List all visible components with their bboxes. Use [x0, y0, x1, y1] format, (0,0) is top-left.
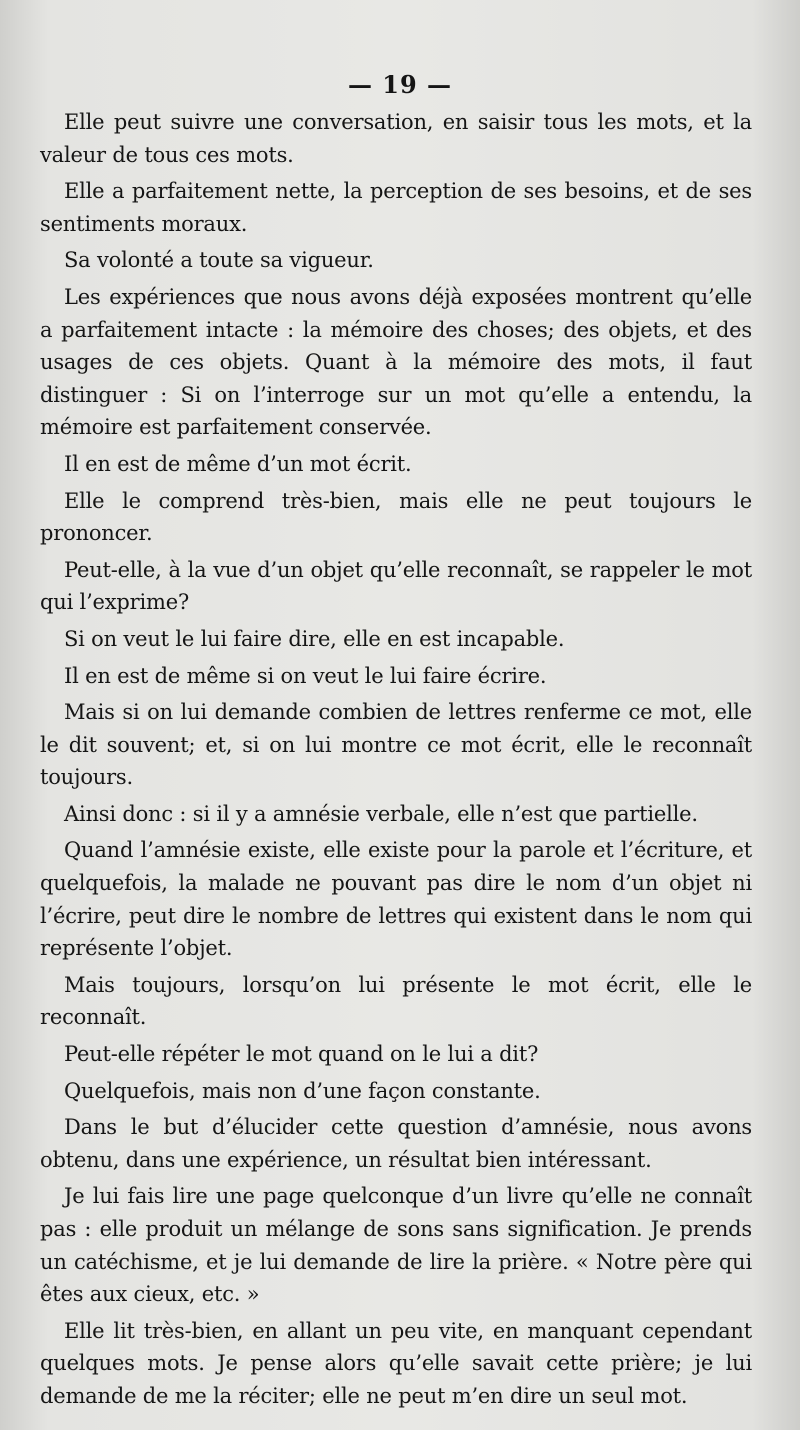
paragraph: Mais si on lui demande combien de lettres renferme ce mot, elle le dit souvent; et, si on lui montre ce mot écrit, elle le reconnaît toujours.: [40, 700, 752, 790]
paragraph: Si on veut le lui faire dire, elle en est incapable.: [64, 626, 565, 651]
paragraph: Mais toujours, lorsqu’on lui présente le mot écrit, elle le reconnaît.: [40, 972, 752, 1030]
paragraph: Elle lit très-bien, en allant un peu vite, en manquant cependant quelques mots. Je pense alors qu’elle savait cette prière; je lui demande de me la réciter; elle ne peut m’en dire un seul mot.: [40, 1318, 752, 1408]
paragraph: Sa volonté a toute sa vigueur.: [64, 248, 374, 273]
paragraph: Elle peut suivre une conversation, en saisir tous les mots, et la valeur de tous ces mots.: [40, 110, 752, 167]
paragraph: Il en est de même si on veut le lui faire écrire.: [64, 663, 547, 688]
paragraph: Quand l’amnésie existe, elle existe pour la parole et l’écriture, et quelquefois, la malade ne pouvant pas dire le nom d’un objet ni l’écrire, peut dire le nombre de lettres qui existent dans le nom qui représente l’objet.: [40, 838, 752, 961]
body-text: [40, 106, 752, 1417]
paragraph: Elle le comprend très-bien, mais elle ne peut toujours le prononcer.: [40, 488, 752, 546]
paragraph: Les expériences que nous avons déjà exposées montrent qu’elle a parfaitement intacte : la mémoire des choses; des objets, et des usages de ces objets. Quant à la mémoire des mots, il faut distinguer : Si on l’interroge sur un mot qu’elle a entendu, la mémoire est parfaitement conservée.: [40, 284, 752, 440]
paragraph: Dans le but d’élucider cette question d’amnésie, nous avons obtenu, dans une expérience, un résultat bien intéressant.: [40, 1115, 752, 1172]
paragraph: Je lui fais lire une page quelconque d’un livre qu’elle ne connaît pas : elle produit un mélange de sons sans signification. Je prends un catéchisme, et je lui demande de lire la prière. « Notre père qui êtes aux cieux, etc. »: [40, 1184, 752, 1307]
paragraph: Ainsi donc : si il y a amnésie verbale, elle n’est que partielle.: [64, 801, 698, 826]
paragraph: Quelquefois, mais non d’une façon constante.: [64, 1078, 541, 1103]
page-number: — 19 —: [347, 70, 453, 99]
paragraph: Elle a parfaitement nette, la perception de ses besoins, et de ses sentiments moraux.: [40, 179, 752, 236]
paragraph: Il en est de même d’un mot écrit.: [64, 451, 412, 476]
paragraph: Peut-elle répéter le mot quand on le lui a dit?: [64, 1042, 539, 1067]
paragraph: Peut-elle, à la vue d’un objet qu’elle reconnaît, se rappeler le mot qui l’exprime?: [40, 557, 752, 615]
